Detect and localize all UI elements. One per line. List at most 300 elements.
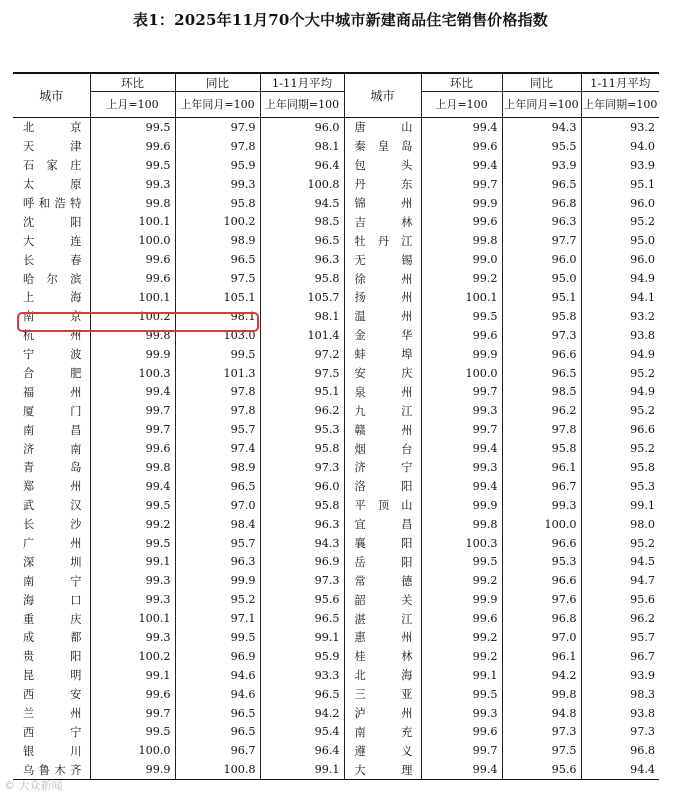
ytd-value: 95.8 bbox=[260, 496, 344, 515]
mom-value: 99.8 bbox=[90, 458, 175, 477]
ytd-value: 101.4 bbox=[260, 326, 344, 345]
yoy-value: 97.1 bbox=[175, 609, 260, 628]
table-row bbox=[13, 760, 659, 779]
ytd-value: 95.8 bbox=[260, 439, 344, 458]
city-name: 吉林 bbox=[344, 212, 421, 231]
table-row bbox=[13, 420, 659, 439]
mom-value: 99.1 bbox=[90, 666, 175, 685]
mom-value: 99.6 bbox=[90, 685, 175, 704]
yoy-value: 95.0 bbox=[502, 269, 581, 288]
yoy-value: 95.7 bbox=[175, 534, 260, 553]
city-name: 蚌埠 bbox=[344, 345, 421, 364]
mom-value: 99.0 bbox=[421, 250, 502, 269]
table-row bbox=[13, 288, 659, 307]
ytd-value: 98.1 bbox=[260, 137, 344, 156]
ytd-value: 99.1 bbox=[581, 496, 659, 515]
city-name: 徐州 bbox=[344, 269, 421, 288]
ytd-value: 93.8 bbox=[581, 326, 659, 345]
ytd-header: 1-11月平均 bbox=[581, 73, 659, 92]
yoy-value: 95.7 bbox=[175, 420, 260, 439]
mom-value: 99.7 bbox=[421, 382, 502, 401]
ytd-value: 95.9 bbox=[260, 647, 344, 666]
ytd-value: 96.3 bbox=[260, 250, 344, 269]
table-row bbox=[13, 439, 659, 458]
ytd-value: 93.2 bbox=[581, 307, 659, 326]
mom-base: 上月=100 bbox=[90, 92, 175, 118]
yoy-value: 97.4 bbox=[175, 439, 260, 458]
yoy-value: 95.5 bbox=[502, 137, 581, 156]
mom-value: 99.7 bbox=[421, 420, 502, 439]
table-row bbox=[13, 741, 659, 760]
mom-value: 99.1 bbox=[421, 666, 502, 685]
city-name: 三亚 bbox=[344, 685, 421, 704]
table-row bbox=[13, 137, 659, 156]
yoy-value: 94.8 bbox=[502, 704, 581, 723]
mom-value: 99.5 bbox=[421, 307, 502, 326]
ytd-value: 105.7 bbox=[260, 288, 344, 307]
table-row bbox=[13, 364, 659, 383]
ytd-value: 93.9 bbox=[581, 666, 659, 685]
city-name: 郑州 bbox=[23, 480, 82, 494]
ytd-value: 98.5 bbox=[260, 212, 344, 231]
yoy-value: 96.3 bbox=[175, 552, 260, 571]
city-name: 南昌 bbox=[23, 423, 82, 437]
city-name: 温州 bbox=[344, 307, 421, 326]
ytd-value: 93.9 bbox=[581, 156, 659, 175]
city-name: 平顶山 bbox=[344, 496, 421, 515]
yoy-value: 99.8 bbox=[502, 685, 581, 704]
yoy-value: 98.4 bbox=[175, 515, 260, 534]
yoy-value: 96.5 bbox=[502, 175, 581, 194]
ytd-value: 93.2 bbox=[581, 118, 659, 137]
ytd-value: 96.5 bbox=[260, 609, 344, 628]
mom-value: 99.9 bbox=[90, 760, 175, 779]
city-name: 海口 bbox=[23, 593, 82, 607]
mom-value: 99.2 bbox=[421, 571, 502, 590]
yoy-base: 上年同月=100 bbox=[175, 92, 260, 118]
yoy-value: 95.1 bbox=[502, 288, 581, 307]
ytd-value: 95.7 bbox=[581, 628, 659, 647]
mom-value: 100.2 bbox=[90, 307, 175, 326]
yoy-base: 上年同月=100 bbox=[502, 92, 581, 118]
yoy-value: 99.3 bbox=[175, 175, 260, 194]
ytd-value: 94.0 bbox=[581, 137, 659, 156]
yoy-value: 95.8 bbox=[502, 439, 581, 458]
city-name: 石家庄 bbox=[23, 159, 82, 173]
header-row bbox=[13, 73, 659, 92]
city-name: 南充 bbox=[344, 723, 421, 742]
city-name: 宁波 bbox=[23, 348, 82, 362]
table-row bbox=[13, 666, 659, 685]
mom-value: 99.3 bbox=[421, 401, 502, 420]
city-name: 泉州 bbox=[344, 382, 421, 401]
mom-value: 99.6 bbox=[90, 137, 175, 156]
city-name: 烟台 bbox=[344, 439, 421, 458]
city-name: 广州 bbox=[23, 537, 82, 551]
mom-value: 100.0 bbox=[90, 741, 175, 760]
city-name: 哈尔滨 bbox=[23, 272, 82, 286]
yoy-value: 98.1 bbox=[175, 307, 260, 326]
ytd-value: 94.5 bbox=[581, 552, 659, 571]
city-name: 贵阳 bbox=[23, 650, 82, 664]
city-name: 大理 bbox=[344, 760, 421, 779]
city-name: 西安 bbox=[23, 688, 82, 702]
table-row bbox=[13, 401, 659, 420]
table-row bbox=[13, 515, 659, 534]
mom-value: 99.4 bbox=[421, 156, 502, 175]
yoy-header: 同比 bbox=[502, 73, 581, 92]
city-name: 锦州 bbox=[344, 194, 421, 213]
city-name: 惠州 bbox=[344, 628, 421, 647]
mom-value: 99.7 bbox=[90, 401, 175, 420]
ytd-value: 96.5 bbox=[260, 685, 344, 704]
ytd-value: 95.6 bbox=[260, 590, 344, 609]
city-name: 银川 bbox=[23, 744, 82, 758]
yoy-value: 96.6 bbox=[502, 571, 581, 590]
yoy-value: 97.3 bbox=[502, 326, 581, 345]
city-name: 合肥 bbox=[23, 367, 82, 381]
ytd-value: 98.0 bbox=[581, 515, 659, 534]
table-row bbox=[13, 647, 659, 666]
mom-value: 100.1 bbox=[90, 288, 175, 307]
table-row bbox=[13, 269, 659, 288]
city-name: 北海 bbox=[344, 666, 421, 685]
watermark: © 大众新闻 bbox=[4, 779, 63, 792]
city-name: 无锡 bbox=[344, 250, 421, 269]
yoy-value: 94.3 bbox=[502, 118, 581, 137]
city-name: 重庆 bbox=[23, 612, 82, 626]
city-name: 遵义 bbox=[344, 741, 421, 760]
mom-value: 99.2 bbox=[421, 647, 502, 666]
mom-value: 99.6 bbox=[421, 609, 502, 628]
nanjing-highlight-box bbox=[17, 312, 259, 332]
mom-value: 99.9 bbox=[421, 496, 502, 515]
mom-value: 99.2 bbox=[421, 269, 502, 288]
table-row bbox=[13, 704, 659, 723]
city-name: 上海 bbox=[23, 291, 82, 305]
mom-value: 99.3 bbox=[90, 590, 175, 609]
yoy-value: 99.3 bbox=[502, 496, 581, 515]
yoy-header: 同比 bbox=[175, 73, 260, 92]
ytd-value: 96.4 bbox=[260, 741, 344, 760]
ytd-value: 99.1 bbox=[260, 628, 344, 647]
mom-value: 99.6 bbox=[90, 269, 175, 288]
city-name: 济宁 bbox=[344, 458, 421, 477]
yoy-value: 95.8 bbox=[502, 307, 581, 326]
city-name: 襄阳 bbox=[344, 534, 421, 553]
ytd-value: 95.1 bbox=[260, 382, 344, 401]
yoy-value: 94.6 bbox=[175, 666, 260, 685]
ytd-value: 94.1 bbox=[581, 288, 659, 307]
table-row bbox=[13, 156, 659, 175]
mom-value: 100.0 bbox=[421, 364, 502, 383]
yoy-value: 96.0 bbox=[502, 250, 581, 269]
mom-value: 99.3 bbox=[90, 175, 175, 194]
city-name: 牡丹江 bbox=[344, 231, 421, 250]
mom-value: 100.1 bbox=[421, 288, 502, 307]
ytd-value: 96.3 bbox=[260, 515, 344, 534]
mom-value: 100.3 bbox=[90, 364, 175, 383]
yoy-value: 96.2 bbox=[502, 401, 581, 420]
table-row bbox=[13, 685, 659, 704]
mom-value: 99.3 bbox=[421, 458, 502, 477]
yoy-value: 93.9 bbox=[502, 156, 581, 175]
mom-value: 99.7 bbox=[90, 704, 175, 723]
yoy-value: 96.6 bbox=[502, 534, 581, 553]
mom-value: 100.1 bbox=[90, 609, 175, 628]
yoy-value: 97.3 bbox=[502, 723, 581, 742]
city-name: 金华 bbox=[344, 326, 421, 345]
city-name: 南京 bbox=[23, 310, 82, 324]
ytd-value: 95.2 bbox=[581, 439, 659, 458]
mom-value: 99.8 bbox=[90, 194, 175, 213]
city-name: 北京 bbox=[23, 121, 82, 135]
mom-value: 99.6 bbox=[421, 137, 502, 156]
ytd-value: 94.9 bbox=[581, 382, 659, 401]
city-name: 兰州 bbox=[23, 707, 82, 721]
ytd-value: 95.8 bbox=[260, 269, 344, 288]
mom-value: 99.1 bbox=[90, 552, 175, 571]
yoy-value: 100.2 bbox=[175, 212, 260, 231]
ytd-value: 95.2 bbox=[581, 212, 659, 231]
yoy-value: 97.6 bbox=[502, 590, 581, 609]
mom-value: 99.5 bbox=[90, 723, 175, 742]
yoy-value: 96.7 bbox=[175, 741, 260, 760]
yoy-value: 95.8 bbox=[175, 194, 260, 213]
city-name: 丹东 bbox=[344, 175, 421, 194]
table-row bbox=[13, 477, 659, 496]
city-name: 长春 bbox=[23, 253, 82, 267]
mom-value: 99.9 bbox=[421, 194, 502, 213]
yoy-value: 99.5 bbox=[175, 345, 260, 364]
table-row bbox=[13, 382, 659, 401]
city-name: 深圳 bbox=[23, 555, 82, 569]
ytd-value: 96.7 bbox=[581, 647, 659, 666]
yoy-value: 96.7 bbox=[502, 477, 581, 496]
mom-value: 99.4 bbox=[421, 477, 502, 496]
yoy-value: 100.8 bbox=[175, 760, 260, 779]
ytd-value: 95.6 bbox=[581, 590, 659, 609]
ytd-value: 93.3 bbox=[260, 666, 344, 685]
yoy-value: 96.5 bbox=[502, 364, 581, 383]
ytd-value: 96.0 bbox=[260, 477, 344, 496]
city-name: 昆明 bbox=[23, 669, 82, 683]
yoy-value: 96.5 bbox=[175, 723, 260, 742]
ytd-value: 94.9 bbox=[581, 345, 659, 364]
yoy-value: 96.3 bbox=[502, 212, 581, 231]
yoy-value: 97.8 bbox=[175, 401, 260, 420]
table-row bbox=[13, 609, 659, 628]
yoy-value: 101.3 bbox=[175, 364, 260, 383]
ytd-value: 97.3 bbox=[260, 458, 344, 477]
yoy-value: 99.5 bbox=[175, 628, 260, 647]
ytd-value: 96.0 bbox=[581, 194, 659, 213]
ytd-value: 98.1 bbox=[260, 307, 344, 326]
ytd-value: 96.2 bbox=[581, 609, 659, 628]
table-row bbox=[13, 231, 659, 250]
city-name: 洛阳 bbox=[344, 477, 421, 496]
ytd-value: 93.8 bbox=[581, 704, 659, 723]
city-name: 天津 bbox=[23, 140, 82, 154]
yoy-value: 97.8 bbox=[175, 382, 260, 401]
mom-value: 100.3 bbox=[421, 534, 502, 553]
yoy-value: 96.9 bbox=[175, 647, 260, 666]
yoy-value: 97.9 bbox=[175, 118, 260, 137]
mom-value: 99.2 bbox=[421, 628, 502, 647]
mom-value: 99.9 bbox=[421, 345, 502, 364]
ytd-value: 95.4 bbox=[260, 723, 344, 742]
ytd-value: 94.7 bbox=[581, 571, 659, 590]
yoy-value: 95.6 bbox=[502, 760, 581, 779]
city-name: 桂林 bbox=[344, 647, 421, 666]
mom-value: 99.7 bbox=[421, 741, 502, 760]
table-row bbox=[13, 175, 659, 194]
ytd-base: 上年同期=100 bbox=[260, 92, 344, 118]
city-name: 唐山 bbox=[344, 118, 421, 137]
table-row bbox=[13, 552, 659, 571]
yoy-value: 98.9 bbox=[175, 458, 260, 477]
yoy-value: 95.2 bbox=[175, 590, 260, 609]
yoy-value: 96.6 bbox=[502, 345, 581, 364]
city-name: 泸州 bbox=[344, 704, 421, 723]
ytd-value: 97.2 bbox=[260, 345, 344, 364]
ytd-value: 97.3 bbox=[260, 571, 344, 590]
ytd-value: 97.3 bbox=[581, 723, 659, 742]
mom-value: 99.8 bbox=[421, 515, 502, 534]
yoy-value: 97.0 bbox=[175, 496, 260, 515]
header-base-row bbox=[13, 92, 659, 118]
mom-value: 99.5 bbox=[90, 534, 175, 553]
mom-value: 99.7 bbox=[421, 175, 502, 194]
table-row bbox=[13, 250, 659, 269]
ytd-value: 96.5 bbox=[260, 231, 344, 250]
yoy-value: 103.0 bbox=[175, 326, 260, 345]
city-name: 安庆 bbox=[344, 364, 421, 383]
city-name: 乌鲁木齐 bbox=[13, 760, 90, 779]
ytd-value: 95.2 bbox=[581, 401, 659, 420]
mom-value: 99.8 bbox=[90, 326, 175, 345]
yoy-value: 96.1 bbox=[502, 647, 581, 666]
ytd-value: 98.3 bbox=[581, 685, 659, 704]
yoy-value: 100.0 bbox=[502, 515, 581, 534]
city-name: 太原 bbox=[23, 178, 82, 192]
yoy-value: 96.8 bbox=[502, 609, 581, 628]
table-row bbox=[13, 534, 659, 553]
city-name: 九江 bbox=[344, 401, 421, 420]
yoy-value: 97.7 bbox=[502, 231, 581, 250]
yoy-value: 97.5 bbox=[175, 269, 260, 288]
yoy-value: 96.1 bbox=[502, 458, 581, 477]
mom-header: 环比 bbox=[421, 73, 502, 92]
mom-value: 100.2 bbox=[90, 647, 175, 666]
city-name: 扬州 bbox=[344, 288, 421, 307]
ytd-value: 95.3 bbox=[260, 420, 344, 439]
ytd-value: 94.9 bbox=[581, 269, 659, 288]
ytd-value: 95.1 bbox=[581, 175, 659, 194]
mom-header: 环比 bbox=[90, 73, 175, 92]
table-row bbox=[13, 590, 659, 609]
city-name: 成都 bbox=[23, 631, 82, 645]
mom-value: 99.6 bbox=[421, 326, 502, 345]
ytd-value: 96.2 bbox=[260, 401, 344, 420]
city-name: 秦皇岛 bbox=[344, 137, 421, 156]
city-name: 杭州 bbox=[23, 329, 82, 343]
ytd-value: 95.2 bbox=[581, 534, 659, 553]
city-name: 赣州 bbox=[344, 420, 421, 439]
city-name: 呼和浩特 bbox=[23, 197, 82, 210]
table-body bbox=[13, 118, 659, 780]
city-name: 包头 bbox=[344, 156, 421, 175]
table-row bbox=[13, 345, 659, 364]
city-name: 常德 bbox=[344, 571, 421, 590]
city-name: 大连 bbox=[23, 234, 82, 248]
yoy-value: 97.5 bbox=[502, 741, 581, 760]
ytd-header: 1-11月平均 bbox=[260, 73, 344, 92]
yoy-value: 96.5 bbox=[175, 477, 260, 496]
yoy-value: 95.9 bbox=[175, 156, 260, 175]
table-row bbox=[13, 571, 659, 590]
city-name: 西宁 bbox=[23, 725, 82, 739]
mom-value: 99.6 bbox=[90, 250, 175, 269]
yoy-value: 94.2 bbox=[502, 666, 581, 685]
mom-value: 99.5 bbox=[421, 685, 502, 704]
table-row bbox=[13, 212, 659, 231]
ytd-value: 100.8 bbox=[260, 175, 344, 194]
ytd-value: 94.2 bbox=[260, 704, 344, 723]
table-row bbox=[13, 458, 659, 477]
mom-value: 100.0 bbox=[90, 231, 175, 250]
city-name: 青岛 bbox=[23, 461, 82, 475]
mom-value: 99.2 bbox=[90, 515, 175, 534]
ytd-value: 96.9 bbox=[260, 552, 344, 571]
yoy-value: 95.3 bbox=[502, 552, 581, 571]
mom-value: 99.9 bbox=[90, 345, 175, 364]
table-row bbox=[13, 628, 659, 647]
mom-value: 99.3 bbox=[90, 571, 175, 590]
ytd-value: 96.0 bbox=[260, 118, 344, 137]
city-name: 韶关 bbox=[344, 590, 421, 609]
table-title: 表1：2025年11月70个大中城市新建商品住宅销售价格指数 bbox=[133, 11, 548, 29]
mom-value: 99.8 bbox=[421, 231, 502, 250]
city-name: 沈阳 bbox=[23, 215, 82, 229]
ytd-value: 96.0 bbox=[581, 250, 659, 269]
mom-value: 99.4 bbox=[90, 477, 175, 496]
ytd-base: 上年同期=100 bbox=[581, 92, 659, 118]
city-name: 济南 bbox=[23, 442, 82, 456]
ytd-value: 97.5 bbox=[260, 364, 344, 383]
table-row bbox=[13, 723, 659, 742]
mom-value: 99.9 bbox=[421, 590, 502, 609]
mom-value: 99.5 bbox=[90, 118, 175, 137]
yoy-value: 98.9 bbox=[175, 231, 260, 250]
city-name: 长沙 bbox=[23, 518, 82, 532]
mom-value: 99.3 bbox=[90, 628, 175, 647]
city-name: 南宁 bbox=[23, 574, 82, 588]
price-index-table bbox=[13, 72, 659, 780]
city-name: 宜昌 bbox=[344, 515, 421, 534]
yoy-value: 99.9 bbox=[175, 571, 260, 590]
yoy-value: 105.1 bbox=[175, 288, 260, 307]
ytd-value: 95.2 bbox=[581, 364, 659, 383]
ytd-value: 96.4 bbox=[260, 156, 344, 175]
yoy-value: 97.0 bbox=[502, 628, 581, 647]
mom-value: 99.7 bbox=[90, 420, 175, 439]
mom-value: 99.5 bbox=[421, 552, 502, 571]
ytd-value: 95.3 bbox=[581, 477, 659, 496]
city-name: 湛江 bbox=[344, 609, 421, 628]
mom-value: 99.5 bbox=[90, 156, 175, 175]
ytd-value: 94.4 bbox=[581, 760, 659, 779]
